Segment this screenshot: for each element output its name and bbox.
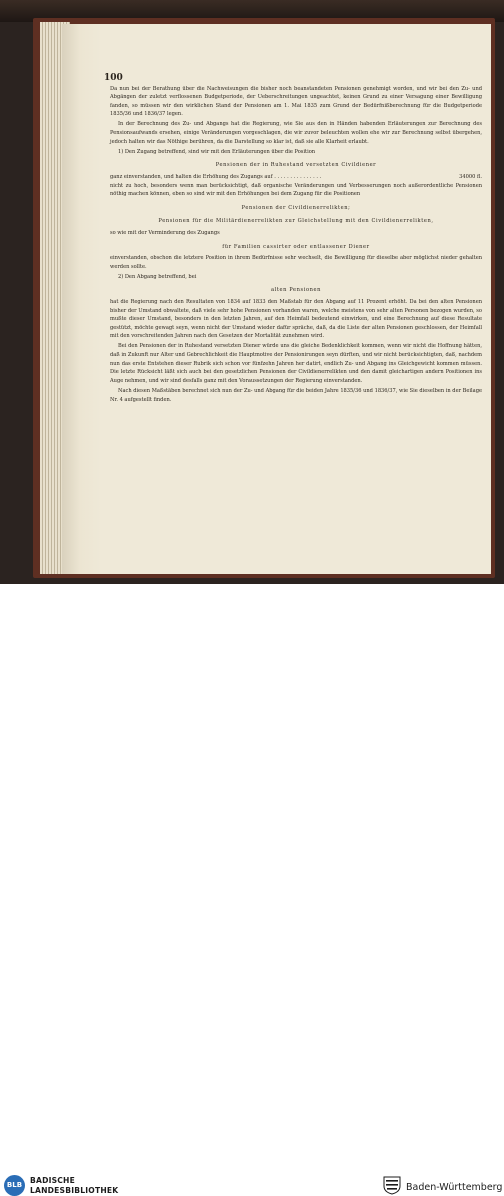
library-name-line2: LANDESBIBLIOTHEK [30, 1186, 119, 1195]
amount-line [110, 173, 482, 182]
footer-bar [0, 584, 504, 1195]
state-name[interactable]: Baden-Württemberg [406, 1182, 503, 1193]
paragraph: hat die Regierung nach den Resultaten von 1834 auf 1833 den Maßstab für den Abgang auf 11 Prozent erhöht. Da bei den alten Pensionen bisher der Umstand obwaltete, daß viele sehr hohe Pensionen vorhanden waren, welche meistens von sehr alten Personen bezogen wurden, so mußte dieser Umstand, besonders in den letzten Jahren, auf den Heimfall bedeutend einwirken, und eine Berechnung auf diese Resultate gestützt, möchte gewagt seyn, wenn nicht der Umstand wieder dafür spräche, daß, da die Liste der alten Pensionen geschlossen, der Heimfall mit den vorschreitenden Jahren nach den Gesetzen der Mortalität zunehmen wird. [110, 298, 482, 340]
amount-line-value: 34000 fl. [459, 173, 482, 180]
section-heading: für Familien cassirter oder entlassener Diener [222, 243, 370, 250]
library-name[interactable] [30, 1176, 118, 1196]
library-name-line1: BADISCHE [30, 1176, 75, 1185]
coat-of-arms-icon [383, 1175, 401, 1195]
page-text-block [104, 73, 482, 406]
scanned-book-image [0, 0, 504, 584]
paragraph: 2) Den Abgang betreffend, bei [118, 273, 197, 280]
amount-line-text: ganz einverstanden, und halten die Erhöhung des Zugangs auf . . . . . . . . . . . . . . . [110, 173, 322, 180]
book-page [62, 24, 491, 574]
paragraph: 1) Den Zugang betreffend, sind wir mit den Erläuterungen über die Position [118, 148, 316, 155]
section-heading: Pensionen der in Ruhestand versetzten Civildiener [215, 162, 377, 169]
section-heading: Pensionen der Civildienerrelikten; [241, 204, 351, 211]
paragraph: nicht zu hoch, besonders wenn man berücksichtigt, daß organische Veränderungen und Verbesserungen noch außerordentliche Pensionen nöthig machen können, eben so sind wir mit den Erhöhungen bei dem Zugang für die Positionen [110, 182, 482, 198]
section-heading: alten Pensionen [270, 287, 321, 294]
page-number: 100 [104, 73, 123, 83]
paragraph: Bei den Pensionen der in Ruhestand versetzten Diener würde uns die gleiche Bedenklichkeit kommen, wenn wir nicht die Hoffnung hätten, daß in Zukunft nur Alter und Gebrechlichkeit die Hauptmotive der Pensionirungen seyn dürften, und wir nicht berücksichtigten, daß, nachdem nun das erste Entstehen dieser Rubrik sich schon vor fünfzehn Jahren her datirt, endlich Zu- und Abgang ins Gleichgewicht kommen müssen. Die letzte Rücksicht läßt sich auch bei den gesetzlichen Pensionen der Civildienerrelikten und den damit gleichartigen andern Positionen ins Auge nehmen, und wir sind desfalls ganz mit den Voraussetzungen der Regierung einverstanden. [110, 343, 482, 384]
paragraph: einverstanden, obschon die letztere Position in ihrem Bedürfnisse sehr wechselt, die Bewilligung für dieselbe aber möglichst nieder gehalten werden sollte. [110, 255, 482, 270]
blb-logo-icon[interactable]: BLB [4, 1175, 25, 1196]
section-heading: Pensionen für die Militärdienerrelikten zur Gleichstellung mit den Civildienerrelikten, [158, 218, 434, 225]
paragraph: Da nun bei der Berathung über die Nachweisungen die bisher noch beanstandeten Pensionen genehmigt worden, und wir bei den Zu- und Abgängen der zuletzt verflossenen Budgetperiode, der Ueberschreitungen ungeachtet, keinen Grund zu einer Versagung einer Bewilligung fanden, so müssen wir den wirklichen Stand der Pensionen am 1. Mai 1835 zum Grund der Bedürfnißberechnung für die Budgetperiode 1835/36 und 1836/37 legen. [110, 85, 482, 118]
paragraph: Nach diesen Maßstäben berechnet sich nun der Zu- und Abgang für die beiden Jahre 1835/36 und 1836/37, wie Sie dieselben in der Beilage Nr. 4 aufgestellt finden. [110, 387, 482, 403]
paragraph: In der Berechnung des Zu- und Abgangs hat die Regierung, wie Sie aus den in Händen habenden Erläuterungen zur Berechnung des Pensionsaufwands ersehen, einige Veränderungen vorgeschlagen, die wir zuvor beleuchten wollen ehe wir zur Berechnung selbst übergehen, jedoch halten wir das Nöthige berühren, da die Darstellung so klar ist, daß sie alle Klarheit erlaubt. [110, 121, 482, 145]
paragraph: so wie mit der Verminderung des Zugangs [110, 229, 220, 236]
